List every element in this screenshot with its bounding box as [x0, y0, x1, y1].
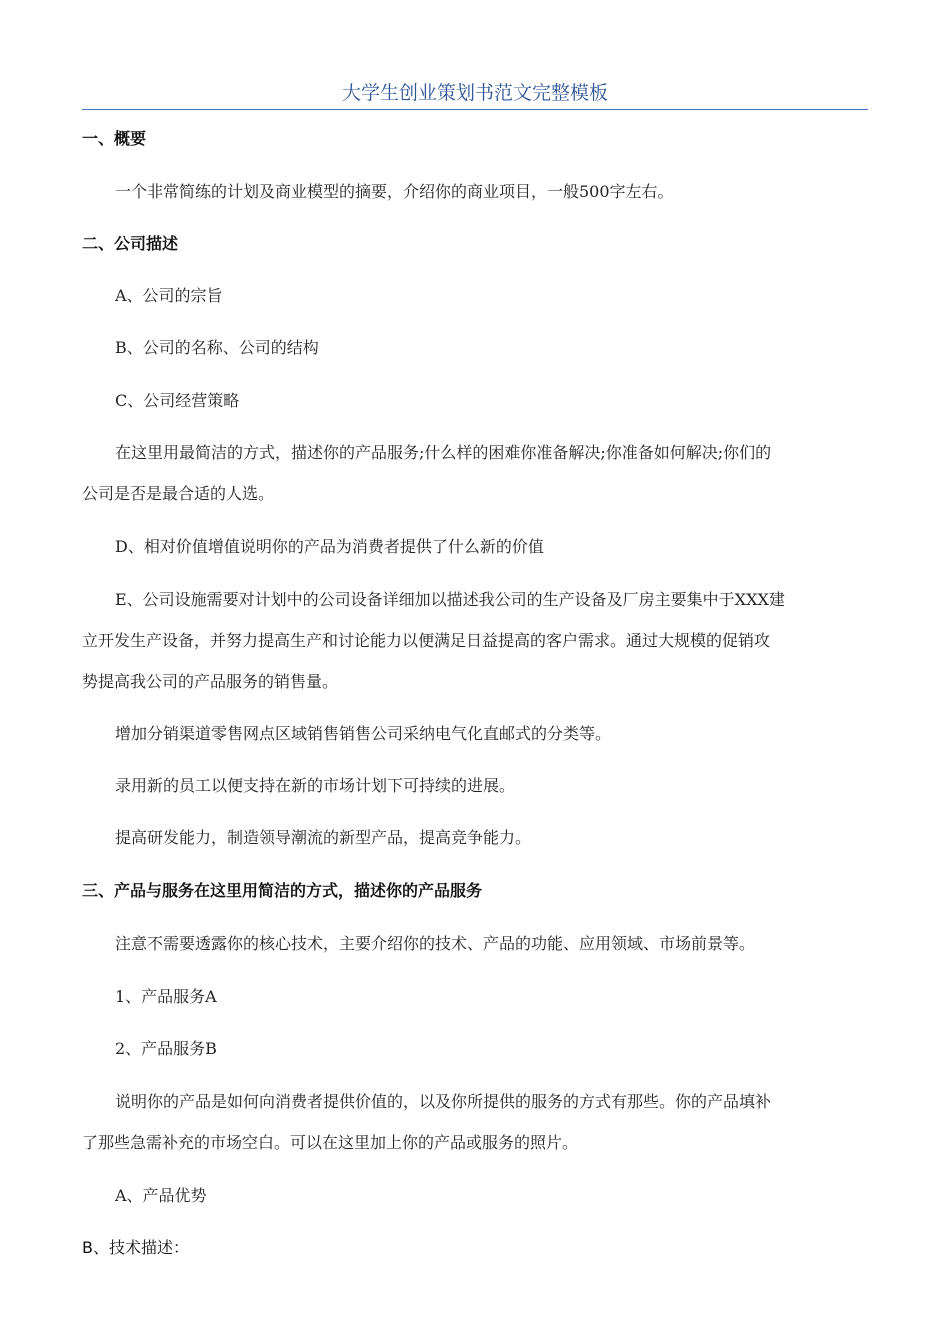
paragraph-line: 立开发生产设备，并努力提高生产和讨论能力以便满足日益提高的客户需求。通过大规模的促销攻 [82, 631, 771, 650]
section-heading-company: 二、公司描述 [82, 234, 179, 253]
document-title: 大学生创业策划书范文完整模板 [341, 82, 608, 104]
list-item: B、公司的名称、公司的结构 [115, 338, 319, 357]
section-heading-products: 三、产品与服务在这里用简洁的方式，描述你的产品服务 [82, 881, 483, 900]
paragraph-line: 增加分销渠道零售网点区域销售销售公司采纳电气化直邮式的分类等。 [115, 724, 612, 743]
paragraph-line: E、公司设施需要对计划中的公司设备详细加以描述我公司的生产设备及厂房主要集中于XXX建 [115, 590, 785, 609]
list-item: C、公司经营策略 [115, 391, 240, 410]
list-item: 2、产品服务B [115, 1039, 217, 1058]
paragraph-line: 录用新的员工以便支持在新的市场计划下可持续的进展。 [115, 776, 516, 795]
title-underline [82, 109, 868, 110]
list-item: A、产品优势 [115, 1186, 207, 1205]
paragraph-line: 在这里用最简洁的方式，描述你的产品服务;什么样的困难你准备解决;你准备如何解决;你们的 [115, 443, 772, 462]
list-item: B、技术描述： [82, 1238, 189, 1257]
paragraph-line: 公司是否是最合适的人选。 [82, 484, 275, 503]
list-item: A、公司的宗旨 [115, 286, 223, 305]
section-heading-overview: 一、概要 [82, 129, 147, 148]
paragraph-line: 一个非常简练的计划及商业模型的摘要，介绍你的商业项目，一般500字左右。 [115, 182, 674, 201]
paragraph-line: 了那些急需补充的市场空白。可以在这里加上你的产品或服务的照片。 [82, 1133, 579, 1152]
paragraph-line: 注意不需要透露你的核心技术，主要介绍你的技术、产品的功能、应用领域、市场前景等。 [115, 934, 756, 953]
list-item: D、相对价值增值说明你的产品为消费者提供了什么新的价值 [115, 537, 544, 556]
paragraph-line: 说明你的产品是如何向消费者提供价值的，以及你所提供的服务的方式有那些。你的产品填补 [115, 1092, 772, 1111]
paragraph-line: 提高研发能力，制造领导潮流的新型产品，提高竞争能力。 [115, 828, 532, 847]
list-item: 1、产品服务A [115, 987, 217, 1006]
paragraph-line: 势提高我公司的产品服务的销售量。 [82, 672, 339, 691]
